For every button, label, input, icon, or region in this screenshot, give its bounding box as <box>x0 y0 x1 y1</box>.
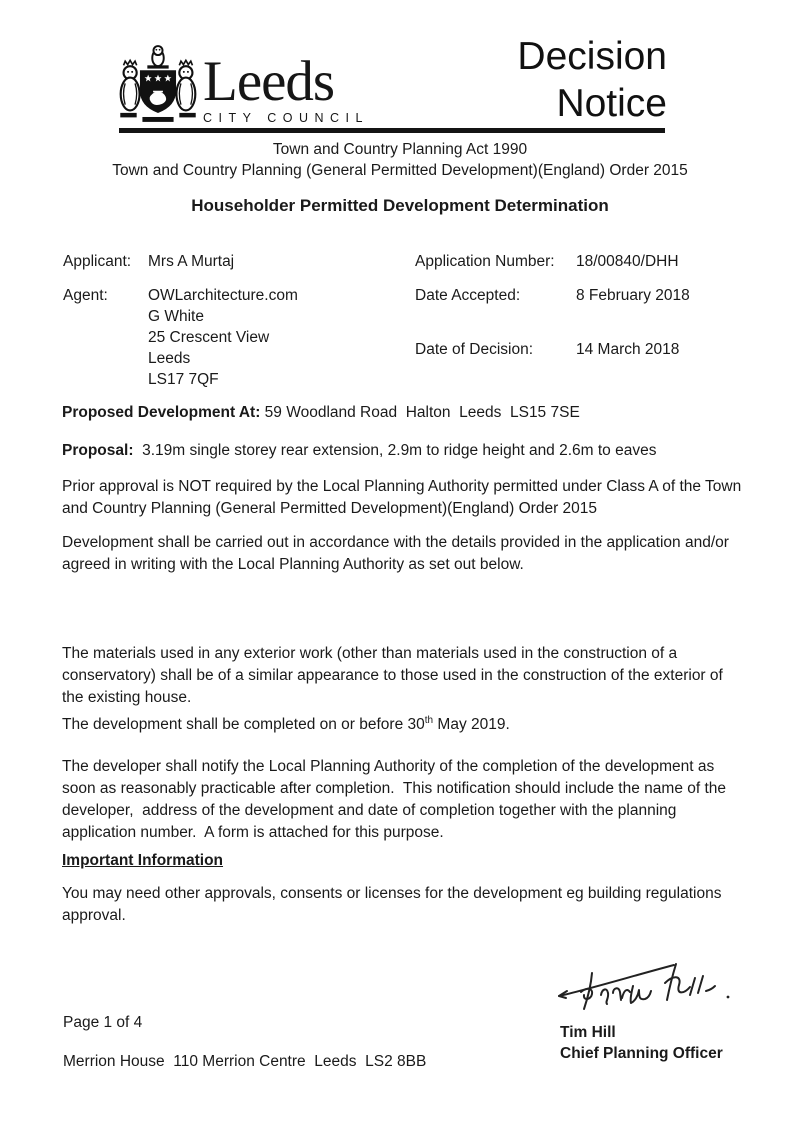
agent-line: LS17 7QF <box>148 371 219 388</box>
proposed-development-value: 59 Woodland Road Halton Leeds LS15 7SE <box>260 404 580 421</box>
page-title: Householder Permitted Development Determination <box>191 196 609 215</box>
important-information-heading <box>62 850 746 872</box>
agent-line: G White <box>148 308 204 325</box>
leeds-city-council-crest-icon <box>117 44 199 133</box>
completion-date-paragraph <box>62 714 746 736</box>
page-number: Page 1 of 4 <box>63 1014 143 1031</box>
proposal-paragraph <box>62 440 746 462</box>
document-title <box>517 33 667 127</box>
agent-line: Leeds <box>148 350 191 367</box>
legislation-lines <box>0 139 800 181</box>
completion-text: The development shall be completed on or before 30 <box>62 716 425 733</box>
important-information-label: Important Information <box>62 852 224 869</box>
signatory-title: Chief Planning Officer <box>560 1045 723 1062</box>
document-title-line2: Notice <box>556 82 667 125</box>
application-number-label: Application Number: <box>415 253 555 270</box>
leeds-city-council-logotype <box>203 50 393 125</box>
completion-text-end: May 2019. <box>433 716 510 733</box>
logo-word: Leeds <box>203 50 335 113</box>
proposed-development-paragraph <box>62 402 746 424</box>
date-accepted-label: Date Accepted: <box>415 287 521 304</box>
act-line-2: Town and Country Planning (General Permitted Development)(England) Order 2015 <box>112 162 688 179</box>
agent-line: OWLarchitecture.com <box>148 287 298 304</box>
other-approvals-paragraph: You may need other approvals, consents or licenses for the development eg building regulations approval. <box>62 885 722 924</box>
signature-image <box>556 956 738 1023</box>
logo-subtitle: CITY COUNCIL <box>203 111 369 125</box>
act-line-1: Town and Country Planning Act 1990 <box>272 141 528 158</box>
proposed-development-label: Proposed Development At: <box>62 404 261 421</box>
prior-approval-paragraph: Prior approval is NOT required by the Local Planning Authority permitted under Class A of the Town and Country Planning (General Permitted Development)(England) Order 2015 <box>62 478 742 517</box>
accordance-paragraph: Development shall be carried out in accordance with the details provided in the application and/or agreed in writing with the Local Planning Authority as set out below. <box>62 534 729 573</box>
proposal-value: 3.19m single storey rear extension, 2.9m to ridge height and 2.6m to eaves <box>133 442 657 459</box>
agent-address <box>148 285 298 390</box>
proposal-label: Proposal: <box>62 442 134 459</box>
header-divider <box>119 128 665 133</box>
applicant-label: Applicant: <box>63 253 132 270</box>
application-number-value: 18/00840/DHH <box>576 253 679 270</box>
document-title-line1: Decision <box>517 35 667 78</box>
applicant-value: Mrs A Murtaj <box>148 253 235 270</box>
agent-label: Agent: <box>63 287 108 304</box>
signatory-block <box>560 1022 723 1064</box>
agent-line: 25 Crescent View <box>148 329 270 346</box>
date-of-decision-value: 14 March 2018 <box>576 341 680 358</box>
council-address: Merrion House 110 Merrion Centre Leeds LS2 8BB <box>63 1053 427 1070</box>
date-of-decision-label: Date of Decision: <box>415 341 534 358</box>
notification-paragraph: The developer shall notify the Local Planning Authority of the completion of the development as soon as reasonably practicable after completion. This notification should include the name of the developer, address of the development and date of completion together with the planning application number. A form is attached for this purpose. <box>62 758 731 841</box>
date-accepted-value: 8 February 2018 <box>576 287 690 304</box>
materials-condition-paragraph: The materials used in any exterior work (other than materials used in the construction of a conservatory) shall be of a similar appearance to those used in the construction of the exterior of the existing house. <box>62 645 723 706</box>
signatory-name: Tim Hill <box>560 1024 616 1041</box>
completion-ordinal-suffix: th <box>424 714 434 726</box>
